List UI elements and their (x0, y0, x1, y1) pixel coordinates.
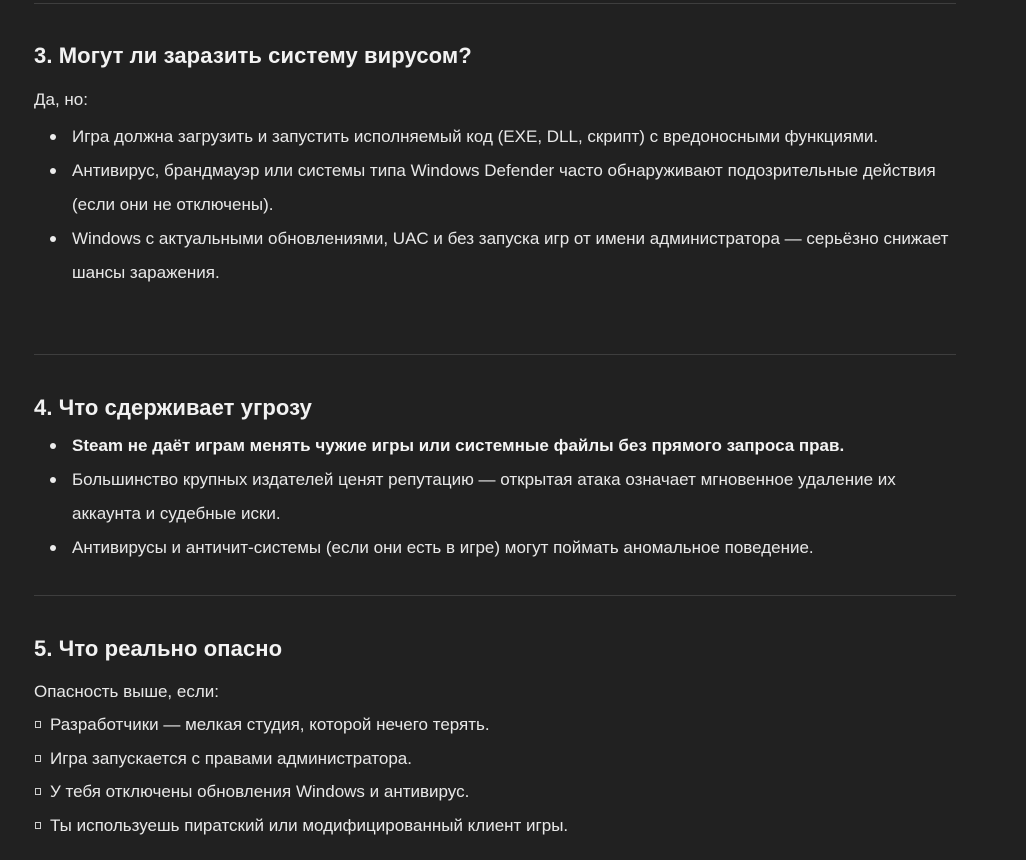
square-bullet-icon (35, 721, 41, 728)
list-item: Разработчики — мелкая студия, которой нечего терять. (34, 708, 568, 742)
list-item: Игра должна загрузить и запустить исполняемый код (EXE, DLL, скрипт) с вредоносными функциями. (34, 120, 956, 154)
list-item: Ты используешь пиратский или модифицированный клиент игры. (34, 809, 568, 843)
section-4-heading: 4. Что сдерживает угрозу (34, 395, 312, 420)
section-4-list (34, 429, 956, 565)
section-5-intro: Опасность выше, если: (34, 682, 219, 701)
bullet-dot-icon (50, 545, 56, 551)
bullet-dot-icon (50, 236, 56, 242)
list-item: У тебя отключены обновления Windows и антивирус. (34, 775, 568, 809)
divider (34, 595, 956, 596)
list-item: Антивирусы и античит-системы (если они есть в игре) могут поймать аномальное поведение. (34, 531, 956, 565)
square-bullet-icon (35, 755, 41, 762)
divider (34, 354, 956, 355)
square-bullet-icon (35, 822, 41, 829)
list-item: Антивирус, брандмауэр или системы типа Windows Defender часто обнаруживают подозрительные действия (если они не отключены). (34, 154, 956, 222)
bullet-dot-icon (50, 477, 56, 483)
bullet-dot-icon (50, 168, 56, 174)
section-3-list (34, 120, 956, 290)
list-item: Большинство крупных издателей ценят репутацию — открытая атака означает мгновенное удаление их аккаунта и судебные иски. (34, 463, 956, 531)
list-item: Steam не даёт играм менять чужие игры или системные файлы без прямого запроса прав. (34, 429, 956, 463)
section-5-heading: 5. Что реально опасно (34, 636, 283, 661)
bullet-dot-icon (50, 443, 56, 449)
section-5-list (34, 708, 568, 842)
bullet-dot-icon (50, 134, 56, 140)
divider (34, 3, 956, 4)
section-3-heading: 3. Могут ли заразить систему вирусом? (34, 43, 472, 68)
section-3-intro: Да, но: (34, 90, 88, 109)
list-item: Игра запускается с правами администратора. (34, 742, 568, 776)
square-bullet-icon (35, 788, 41, 795)
list-item: Windows с актуальными обновлениями, UAC и без запуска игр от имени администратора — серьёзно снижает шансы заражения. (34, 222, 956, 290)
